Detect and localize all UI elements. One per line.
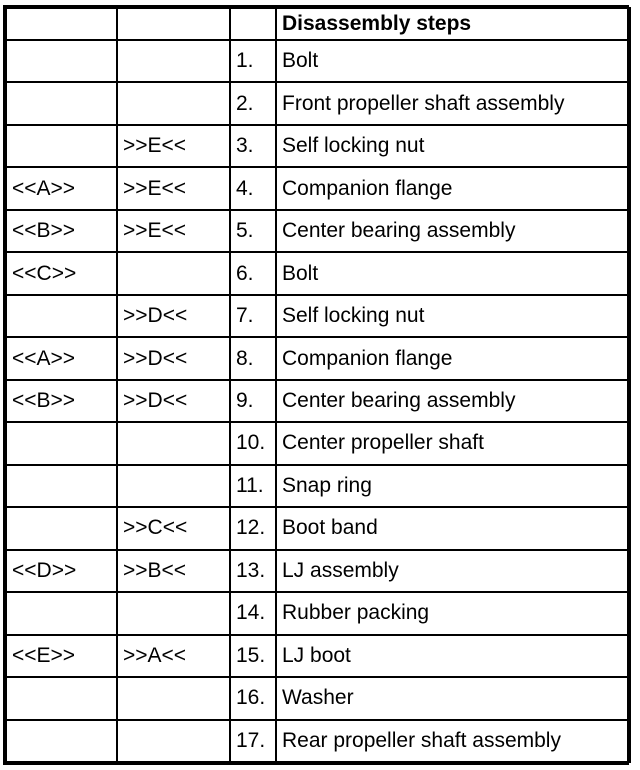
step-name-cell: Bolt — [276, 40, 630, 82]
disassembly-ref-cell: >>B<< — [117, 550, 230, 592]
disassembly-ref-cell — [117, 592, 230, 634]
step-number-cell: 6. — [230, 252, 276, 294]
step-name-cell: LJ boot — [276, 635, 630, 677]
disassembly-ref-cell: >>D<< — [117, 295, 230, 337]
step-name-cell: Rubber packing — [276, 592, 630, 634]
reassembly-ref-cell: <<C>> — [6, 252, 117, 294]
reassembly-ref-cell — [6, 40, 117, 82]
disassembly-ref-cell — [117, 82, 230, 124]
header-reassembly-ref — [6, 8, 117, 40]
step-number-cell: 11. — [230, 465, 276, 507]
step-number-cell: 3. — [230, 125, 276, 167]
disassembly-ref-cell: >>D<< — [117, 380, 230, 422]
table-row — [6, 550, 630, 592]
table-row — [6, 210, 630, 252]
step-name-cell: Bolt — [276, 252, 630, 294]
reassembly-ref-cell: <<B>> — [6, 210, 117, 252]
step-name-cell: Center propeller shaft — [276, 422, 630, 464]
step-name-cell: Self locking nut — [276, 295, 630, 337]
reassembly-ref-cell — [6, 720, 117, 763]
reassembly-ref-cell — [6, 125, 117, 167]
step-name-cell: Self locking nut — [276, 125, 630, 167]
disassembly-ref-cell: >>D<< — [117, 337, 230, 379]
step-name-cell: Companion flange — [276, 167, 630, 209]
reassembly-ref-cell — [6, 295, 117, 337]
disassembly-ref-cell: >>C<< — [117, 507, 230, 549]
table-row — [6, 125, 630, 167]
disassembly-ref-cell: >>A<< — [117, 635, 230, 677]
disassembly-ref-cell — [117, 422, 230, 464]
header-step-number — [230, 8, 276, 40]
table-row — [6, 465, 630, 507]
step-name-cell: Center bearing assembly — [276, 380, 630, 422]
reassembly-ref-cell — [6, 82, 117, 124]
reassembly-ref-cell: <<A>> — [6, 167, 117, 209]
reassembly-ref-cell — [6, 592, 117, 634]
disassembly-ref-cell — [117, 252, 230, 294]
reassembly-ref-cell: <<A>> — [6, 337, 117, 379]
table-row — [6, 677, 630, 719]
table-row — [6, 635, 630, 677]
disassembly-ref-cell: >>E<< — [117, 125, 230, 167]
table-row — [6, 507, 630, 549]
table-row — [6, 167, 630, 209]
disassembly-ref-cell: >>E<< — [117, 167, 230, 209]
step-number-cell: 1. — [230, 40, 276, 82]
step-name-cell: LJ assembly — [276, 550, 630, 592]
disassembly-steps-table — [5, 7, 631, 763]
step-name-cell: Front propeller shaft assembly — [276, 82, 630, 124]
table-row — [6, 592, 630, 634]
step-number-cell: 8. — [230, 337, 276, 379]
disassembly-ref-cell — [117, 720, 230, 763]
table-row — [6, 40, 630, 82]
table-header-row — [6, 8, 630, 40]
table-row — [6, 380, 630, 422]
step-name-cell: Center bearing assembly — [276, 210, 630, 252]
disassembly-ref-cell: >>E<< — [117, 210, 230, 252]
step-number-cell: 9. — [230, 380, 276, 422]
table-row — [6, 82, 630, 124]
header-disassembly-ref — [117, 8, 230, 40]
step-number-cell: 7. — [230, 295, 276, 337]
header-disassembly-steps: Disassembly steps — [276, 8, 630, 40]
table-row — [6, 252, 630, 294]
reassembly-ref-cell — [6, 465, 117, 507]
table-row — [6, 337, 630, 379]
reassembly-ref-cell — [6, 422, 117, 464]
disassembly-ref-cell — [117, 465, 230, 507]
table-body — [6, 40, 630, 762]
step-number-cell: 5. — [230, 210, 276, 252]
step-number-cell: 16. — [230, 677, 276, 719]
table-row — [6, 295, 630, 337]
step-number-cell: 10. — [230, 422, 276, 464]
step-number-cell: 4. — [230, 167, 276, 209]
step-number-cell: 12. — [230, 507, 276, 549]
step-name-cell: Washer — [276, 677, 630, 719]
step-number-cell: 2. — [230, 82, 276, 124]
step-number-cell: 17. — [230, 720, 276, 763]
step-name-cell: Rear propeller shaft assembly — [276, 720, 630, 763]
step-number-cell: 13. — [230, 550, 276, 592]
step-name-cell: Snap ring — [276, 465, 630, 507]
reassembly-ref-cell: <<D>> — [6, 550, 117, 592]
table-row — [6, 720, 630, 763]
reassembly-ref-cell: <<E>> — [6, 635, 117, 677]
disassembly-ref-cell — [117, 40, 230, 82]
reassembly-ref-cell: <<B>> — [6, 380, 117, 422]
step-name-cell: Boot band — [276, 507, 630, 549]
step-number-cell: 14. — [230, 592, 276, 634]
step-number-cell: 15. — [230, 635, 276, 677]
step-name-cell: Companion flange — [276, 337, 630, 379]
disassembly-ref-cell — [117, 677, 230, 719]
table-row — [6, 422, 630, 464]
reassembly-ref-cell — [6, 677, 117, 719]
reassembly-ref-cell — [6, 507, 117, 549]
